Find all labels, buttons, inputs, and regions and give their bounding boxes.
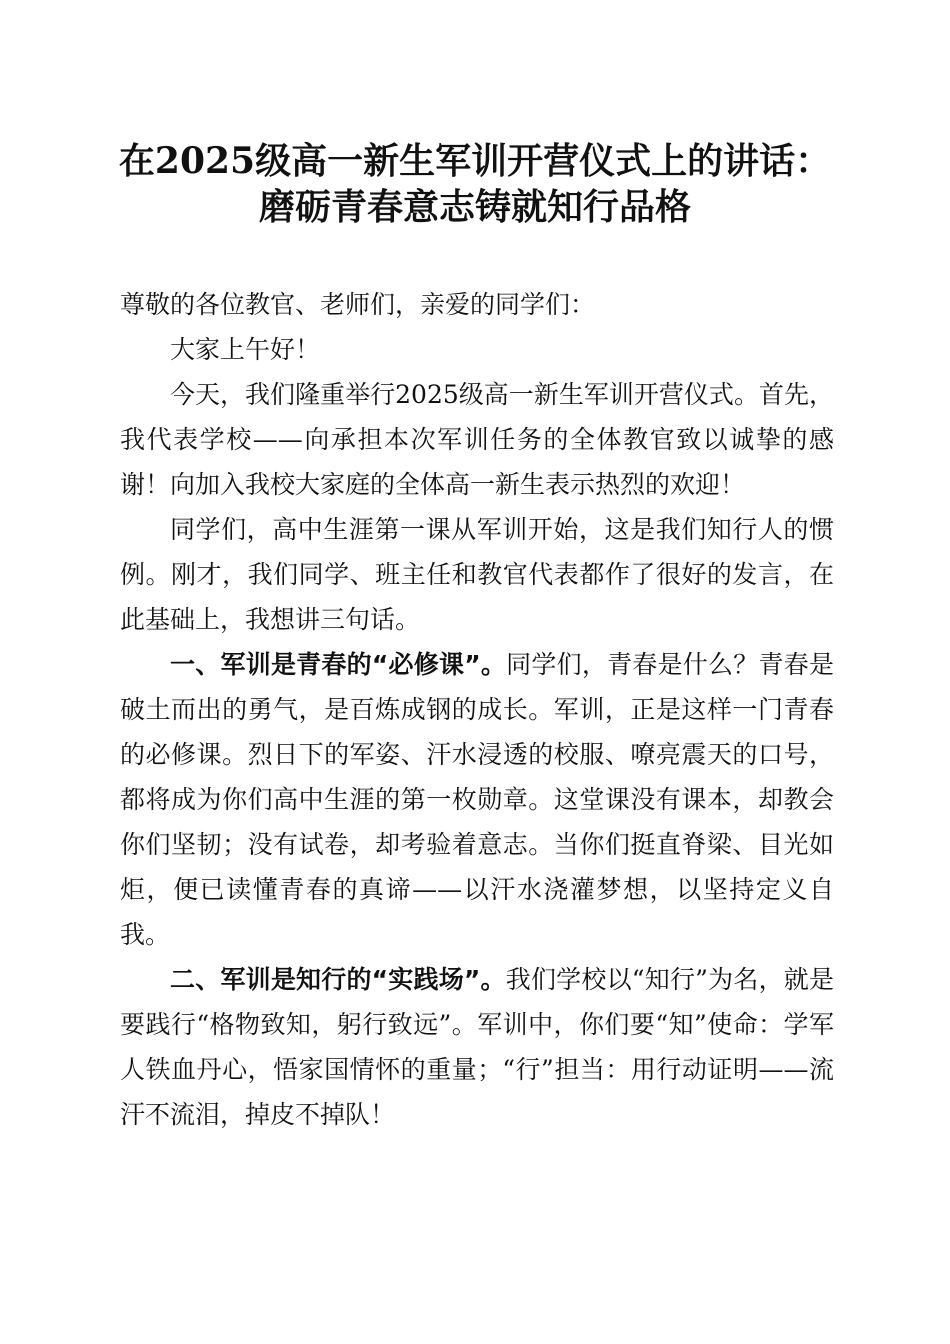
salutation: 尊敬的各位教官、老师们，亲爱的同学们： [120,290,596,319]
paragraph-text: 今天，我们隆重举行2025级高一新生军训开营仪式。首先，我代表学校——向承担本次军训任务的全体教官致以诚挚的感谢！向加入我校大家庭的全体高一新生表示热烈的欢迎！ [120,380,834,499]
document-title-line-1: 在2025级高一新生军训开营仪式上的讲话： [118,140,832,182]
paragraph-point-one [120,642,834,957]
paragraph-text: 我们学校以“知行”为名，就是要践行“格物致知，躬行致远”。军训中，你们要“知”使命：学军人铁血丹心，悟家国情怀的重量；“行”担当：用行动证明——流汗不流泪，掉皮不掉队！ [120,965,834,1129]
paragraph-text: 同学们，高中生涯第一课从军训开始，这是我们知行人的惯例。刚才，我们同学、班主任和教官代表都作了很好的发言，在此基础上，我想讲三句话。 [120,515,834,634]
document-title-line-2: 磨砺青春意志铸就知行品格 [258,186,691,228]
document-body [120,282,834,1137]
paragraph-lead-heading: 一、军训是青春的“必修课”。 [170,650,507,679]
paragraph-opening [120,372,834,507]
paragraph-point-two [120,957,834,1137]
paragraph-lead-heading: 二、军训是知行的“实践场”。 [170,965,506,994]
paragraph-intro [120,507,834,642]
paragraph-text: 同学们，青春是什么？青春是破土而出的勇气，是百炼成钢的成长。军训，正是这样一门青春的必修课。烈日下的军姿、汗水浸透的校服、嘹亮震天的口号，都将成为你们高中生涯的第一枚勋章。这堂课没有课本，却教会你们坚韧；没有试卷，却考验着意志。当你们挺直脊梁、目光如炬，便已读懂青春的真谛——以汗水浇灌梦想，以坚持定义自我。 [120,650,834,949]
greeting: 大家上午好！ [170,335,321,364]
